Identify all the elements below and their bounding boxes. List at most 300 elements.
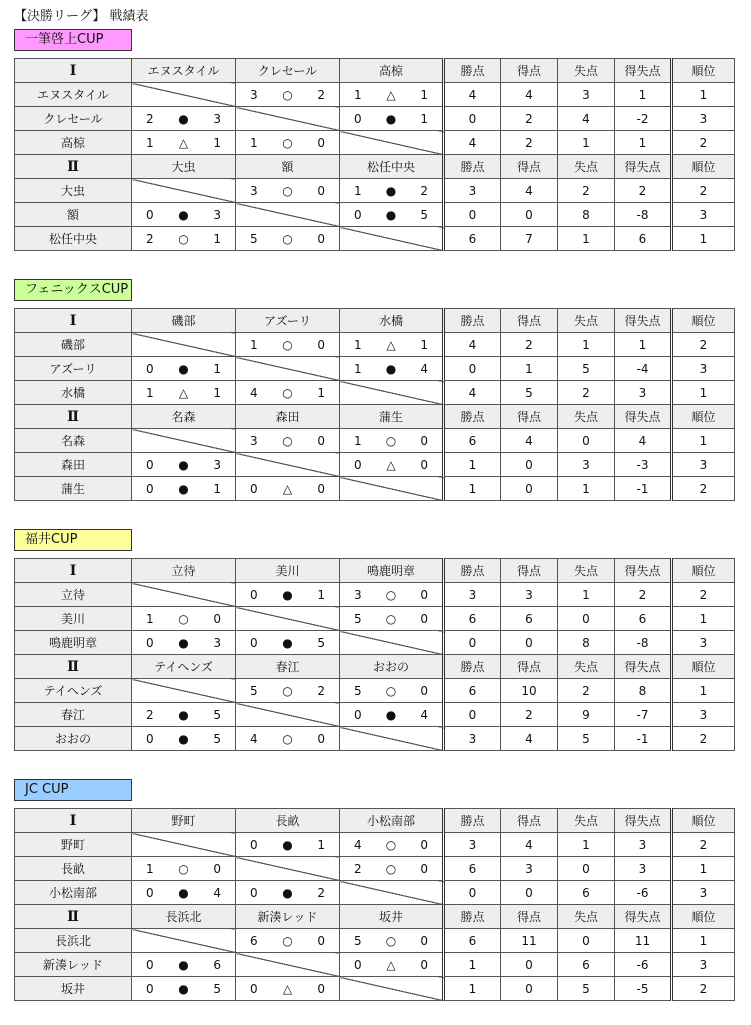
team-name: 磯部: [15, 333, 132, 357]
opponent-goals: 1: [420, 111, 428, 126]
match-score: [132, 862, 235, 876]
match-result: [236, 929, 340, 953]
result-symbol: ●: [178, 885, 189, 900]
rank: 3: [672, 631, 735, 655]
own-goals: 0: [250, 981, 258, 996]
team-name: 高椋: [15, 131, 132, 155]
match-result: [132, 727, 236, 751]
team-row: [15, 453, 735, 477]
team-column-header: 高椋: [340, 59, 444, 83]
result-symbol: △: [386, 957, 396, 972]
rank: 3: [672, 453, 735, 477]
result-symbol: ●: [178, 207, 189, 222]
match-score: [340, 434, 442, 448]
goals-against: 1: [558, 131, 615, 155]
team-row: [15, 429, 735, 453]
opponent-goals: 1: [213, 361, 221, 376]
opponent-goals: 0: [317, 433, 325, 448]
goals-against: 6: [558, 953, 615, 977]
opponent-goals: 3: [213, 207, 221, 222]
team-name: 名森: [15, 429, 132, 453]
goals-against: 1: [558, 833, 615, 857]
own-goals: 0: [250, 587, 258, 602]
goal-difference: 6: [615, 607, 672, 631]
goal-difference: 11: [615, 929, 672, 953]
group-header-row: [15, 405, 735, 429]
goals-for: 2: [501, 107, 558, 131]
team-row: [15, 703, 735, 727]
team-name: クレセール: [15, 107, 132, 131]
match-result: [132, 107, 236, 131]
group-label: Ⅱ: [15, 405, 132, 429]
match-score: [236, 982, 339, 996]
team-column-header: エヌスタイル: [132, 59, 236, 83]
result-symbol: ○: [282, 231, 293, 246]
opponent-goals: 3: [213, 635, 221, 650]
goals-for: 3: [501, 583, 558, 607]
rank: 1: [672, 929, 735, 953]
points: 6: [444, 929, 501, 953]
result-symbol: ●: [178, 635, 189, 650]
team-row: [15, 881, 735, 905]
rank: 2: [672, 727, 735, 751]
goals-for: 4: [501, 833, 558, 857]
own-goals: 6: [250, 933, 258, 948]
self-match-cell: [340, 977, 444, 1001]
group-header-row: [15, 59, 735, 83]
group-label: Ⅰ: [15, 809, 132, 833]
self-match-cell: [340, 477, 444, 501]
stat-header: 得点: [501, 59, 558, 83]
match-score: [132, 982, 235, 996]
match-score: [340, 612, 442, 626]
self-match-cell: [132, 583, 236, 607]
team-name: 蒲生: [15, 477, 132, 501]
goal-difference: 6: [615, 227, 672, 251]
stat-header: 得失点: [615, 59, 672, 83]
team-name: おおの: [15, 727, 132, 751]
section-title: 福井CUP: [14, 529, 132, 551]
team-name: 坂井: [15, 977, 132, 1001]
result-symbol: ○: [178, 231, 189, 246]
self-match-cell: [132, 679, 236, 703]
result-symbol: ○: [282, 385, 293, 400]
team-row: [15, 477, 735, 501]
opponent-goals: 3: [213, 457, 221, 472]
result-symbol: △: [386, 87, 396, 102]
team-column-header: 水橋: [340, 309, 444, 333]
match-result: [340, 83, 444, 107]
goals-against: 1: [558, 477, 615, 501]
opponent-goals: 5: [213, 707, 221, 722]
stat-header: 順位: [672, 155, 735, 179]
standings-table: [14, 308, 735, 501]
match-result: [236, 833, 340, 857]
stat-header: 失点: [558, 559, 615, 583]
team-column-header: 額: [236, 155, 340, 179]
result-symbol: ●: [385, 111, 397, 126]
opponent-goals: 0: [420, 587, 428, 602]
match-score: [340, 708, 442, 722]
match-score: [132, 636, 235, 650]
own-goals: 0: [250, 635, 258, 650]
stat-header: 失点: [558, 155, 615, 179]
goal-difference: 3: [615, 381, 672, 405]
match-score: [340, 862, 442, 876]
match-result: [340, 607, 444, 631]
points: 6: [444, 679, 501, 703]
goals-against: 5: [558, 727, 615, 751]
opponent-goals: 0: [213, 611, 221, 626]
opponent-goals: 2: [317, 87, 325, 102]
team-column-header: おおの: [340, 655, 444, 679]
self-match-cell: [236, 703, 340, 727]
group-header-row: [15, 155, 735, 179]
goals-against: 9: [558, 703, 615, 727]
own-goals: 0: [354, 957, 362, 972]
goals-against: 1: [558, 333, 615, 357]
result-symbol: ○: [282, 183, 293, 198]
rank: 1: [672, 607, 735, 631]
own-goals: 1: [354, 337, 362, 352]
goals-for: 3: [501, 857, 558, 881]
own-goals: 1: [354, 433, 362, 448]
result-symbol: ○: [385, 611, 397, 626]
result-symbol: ●: [178, 981, 189, 996]
own-goals: 0: [146, 481, 154, 496]
team-name: 森田: [15, 453, 132, 477]
result-symbol: ○: [385, 587, 397, 602]
team-row: [15, 83, 735, 107]
own-goals: 0: [354, 707, 362, 722]
team-name: 長浜北: [15, 929, 132, 953]
goals-for: 0: [501, 453, 558, 477]
team-row: [15, 381, 735, 405]
match-result: [340, 179, 444, 203]
match-score: [132, 232, 235, 246]
own-goals: 0: [146, 731, 154, 746]
match-score: [236, 732, 339, 746]
result-symbol: ●: [385, 183, 397, 198]
match-result: [132, 881, 236, 905]
goal-difference: -1: [615, 477, 672, 501]
opponent-goals: 6: [213, 957, 221, 972]
result-symbol: ●: [178, 731, 189, 746]
self-match-cell: [236, 953, 340, 977]
team-name: 美川: [15, 607, 132, 631]
opponent-goals: 0: [317, 933, 325, 948]
group-header-row: [15, 905, 735, 929]
match-result: [236, 631, 340, 655]
team-name: テイヘンズ: [15, 679, 132, 703]
own-goals: 2: [354, 861, 362, 876]
rank: 1: [672, 227, 735, 251]
result-symbol: ●: [178, 481, 189, 496]
goals-against: 5: [558, 357, 615, 381]
own-goals: 0: [250, 837, 258, 852]
own-goals: 0: [146, 361, 154, 376]
own-goals: 5: [354, 683, 362, 698]
result-symbol: ○: [385, 861, 397, 876]
goals-for: 2: [501, 703, 558, 727]
own-goals: 1: [146, 611, 154, 626]
match-score: [132, 458, 235, 472]
stat-header: 勝点: [444, 405, 501, 429]
stat-header: 勝点: [444, 809, 501, 833]
stat-header: 得点: [501, 155, 558, 179]
match-result: [236, 83, 340, 107]
goals-for: 4: [501, 83, 558, 107]
match-score: [236, 482, 339, 496]
match-score: [340, 934, 442, 948]
group-label: Ⅰ: [15, 559, 132, 583]
points: 4: [444, 83, 501, 107]
goals-for: 0: [501, 953, 558, 977]
result-symbol: ○: [385, 837, 397, 852]
rank: 1: [672, 83, 735, 107]
goals-for: 7: [501, 227, 558, 251]
stat-header: 勝点: [444, 59, 501, 83]
points: 3: [444, 727, 501, 751]
self-match-cell: [132, 429, 236, 453]
points: 1: [444, 453, 501, 477]
points: 0: [444, 631, 501, 655]
self-match-cell: [236, 453, 340, 477]
own-goals: 3: [354, 587, 362, 602]
opponent-goals: 4: [420, 707, 428, 722]
points: 1: [444, 977, 501, 1001]
opponent-goals: 0: [317, 135, 325, 150]
result-symbol: ●: [178, 457, 189, 472]
stat-header: 失点: [558, 809, 615, 833]
match-result: [132, 381, 236, 405]
opponent-goals: 1: [420, 337, 428, 352]
match-result: [340, 357, 444, 381]
match-score: [236, 184, 339, 198]
points: 0: [444, 881, 501, 905]
self-match-cell: [340, 727, 444, 751]
result-symbol: △: [178, 385, 189, 400]
match-result: [340, 953, 444, 977]
points: 3: [444, 179, 501, 203]
rank: 1: [672, 429, 735, 453]
match-result: [340, 833, 444, 857]
opponent-goals: 0: [420, 433, 428, 448]
own-goals: 1: [146, 135, 154, 150]
self-match-cell: [132, 929, 236, 953]
own-goals: 1: [250, 135, 258, 150]
match-result: [236, 881, 340, 905]
goals-for: 6: [501, 607, 558, 631]
team-column-header: 立待: [132, 559, 236, 583]
result-symbol: ○: [282, 337, 293, 352]
group-label: Ⅰ: [15, 309, 132, 333]
page-title: 【決勝リーグ】 戦績表: [14, 9, 149, 24]
match-score: [236, 88, 339, 102]
goal-difference: 2: [615, 583, 672, 607]
stat-header: 失点: [558, 905, 615, 929]
match-score: [132, 958, 235, 972]
stat-header: 得失点: [615, 309, 672, 333]
team-row: [15, 131, 735, 155]
team-name: アズーリ: [15, 357, 132, 381]
result-symbol: ○: [178, 861, 189, 876]
goals-against: 8: [558, 631, 615, 655]
own-goals: 1: [354, 361, 362, 376]
stat-header: 得失点: [615, 809, 672, 833]
opponent-goals: 1: [317, 587, 325, 602]
group-header-row: [15, 809, 735, 833]
team-column-header: 名森: [132, 405, 236, 429]
result-symbol: △: [386, 457, 396, 472]
result-symbol: ○: [282, 731, 293, 746]
stat-header: 順位: [672, 405, 735, 429]
goals-for: 2: [501, 333, 558, 357]
stat-header: 勝点: [444, 309, 501, 333]
section-title: フェニックスCUP: [14, 279, 132, 301]
match-score: [132, 136, 235, 150]
rank: 2: [672, 583, 735, 607]
match-result: [132, 203, 236, 227]
team-name: 小松南部: [15, 881, 132, 905]
opponent-goals: 4: [213, 885, 221, 900]
team-column-header: 松任中央: [340, 155, 444, 179]
standings-table: [14, 558, 735, 751]
stat-header: 得点: [501, 405, 558, 429]
team-name: 野町: [15, 833, 132, 857]
group-label: Ⅱ: [15, 155, 132, 179]
goals-for: 4: [501, 727, 558, 751]
match-result: [340, 703, 444, 727]
opponent-goals: 1: [213, 135, 221, 150]
result-symbol: ●: [385, 207, 397, 222]
goals-against: 2: [558, 179, 615, 203]
goals-for: 4: [501, 179, 558, 203]
result-symbol: ○: [282, 87, 293, 102]
own-goals: 3: [250, 433, 258, 448]
goals-against: 0: [558, 857, 615, 881]
team-row: [15, 607, 735, 631]
goal-difference: -7: [615, 703, 672, 727]
result-symbol: △: [282, 981, 293, 996]
points: 6: [444, 857, 501, 881]
team-column-header: テイヘンズ: [132, 655, 236, 679]
points: 6: [444, 607, 501, 631]
opponent-goals: 0: [420, 611, 428, 626]
result-symbol: △: [178, 135, 189, 150]
team-row: [15, 107, 735, 131]
match-score: [132, 886, 235, 900]
stat-header: 失点: [558, 655, 615, 679]
match-score: [340, 88, 442, 102]
rank: 3: [672, 357, 735, 381]
match-score: [132, 732, 235, 746]
match-score: [132, 208, 235, 222]
match-result: [132, 953, 236, 977]
match-result: [132, 857, 236, 881]
goal-difference: -2: [615, 107, 672, 131]
points: 0: [444, 107, 501, 131]
team-name: 春江: [15, 703, 132, 727]
goals-for: 11: [501, 929, 558, 953]
result-symbol: ○: [178, 611, 189, 626]
match-score: [236, 886, 339, 900]
self-match-cell: [236, 857, 340, 881]
own-goals: 1: [354, 87, 362, 102]
opponent-goals: 1: [213, 231, 221, 246]
rank: 3: [672, 881, 735, 905]
own-goals: 4: [354, 837, 362, 852]
self-match-cell: [340, 131, 444, 155]
own-goals: 5: [250, 231, 258, 246]
team-name: 大虫: [15, 179, 132, 203]
own-goals: 0: [354, 457, 362, 472]
own-goals: 4: [250, 385, 258, 400]
result-symbol: ●: [178, 361, 189, 376]
match-result: [236, 679, 340, 703]
match-result: [132, 703, 236, 727]
opponent-goals: 5: [420, 207, 428, 222]
stat-header: 順位: [672, 905, 735, 929]
team-column-header: 野町: [132, 809, 236, 833]
goals-for: 2: [501, 131, 558, 155]
result-symbol: ○: [282, 135, 293, 150]
result-symbol: ●: [178, 957, 189, 972]
stat-header: 順位: [672, 809, 735, 833]
team-column-header: アズーリ: [236, 309, 340, 333]
match-result: [340, 857, 444, 881]
stat-header: 得失点: [615, 559, 672, 583]
stat-header: 順位: [672, 59, 735, 83]
own-goals: 3: [250, 183, 258, 198]
stat-header: 順位: [672, 655, 735, 679]
own-goals: 5: [250, 683, 258, 698]
points: 3: [444, 583, 501, 607]
match-result: [132, 607, 236, 631]
opponent-goals: 5: [213, 731, 221, 746]
stat-header: 得失点: [615, 155, 672, 179]
result-symbol: ●: [385, 361, 397, 376]
match-score: [236, 684, 339, 698]
match-result: [340, 333, 444, 357]
goals-against: 2: [558, 679, 615, 703]
rank: 1: [672, 679, 735, 703]
match-score: [340, 208, 442, 222]
match-result: [236, 583, 340, 607]
opponent-goals: 0: [317, 481, 325, 496]
points: 6: [444, 429, 501, 453]
self-match-cell: [132, 833, 236, 857]
team-row: [15, 333, 735, 357]
team-name: エヌスタイル: [15, 83, 132, 107]
self-match-cell: [132, 179, 236, 203]
section-title: 一筆啓上CUP: [14, 29, 132, 51]
goals-for: 4: [501, 429, 558, 453]
opponent-goals: 1: [317, 385, 325, 400]
self-match-cell: [132, 333, 236, 357]
match-score: [236, 136, 339, 150]
rank: 2: [672, 179, 735, 203]
opponent-goals: 0: [317, 981, 325, 996]
result-symbol: ○: [385, 933, 397, 948]
team-row: [15, 179, 735, 203]
points: 0: [444, 357, 501, 381]
team-name: 長畝: [15, 857, 132, 881]
own-goals: 5: [354, 611, 362, 626]
rank: 2: [672, 833, 735, 857]
match-score: [340, 588, 442, 602]
team-name: 額: [15, 203, 132, 227]
